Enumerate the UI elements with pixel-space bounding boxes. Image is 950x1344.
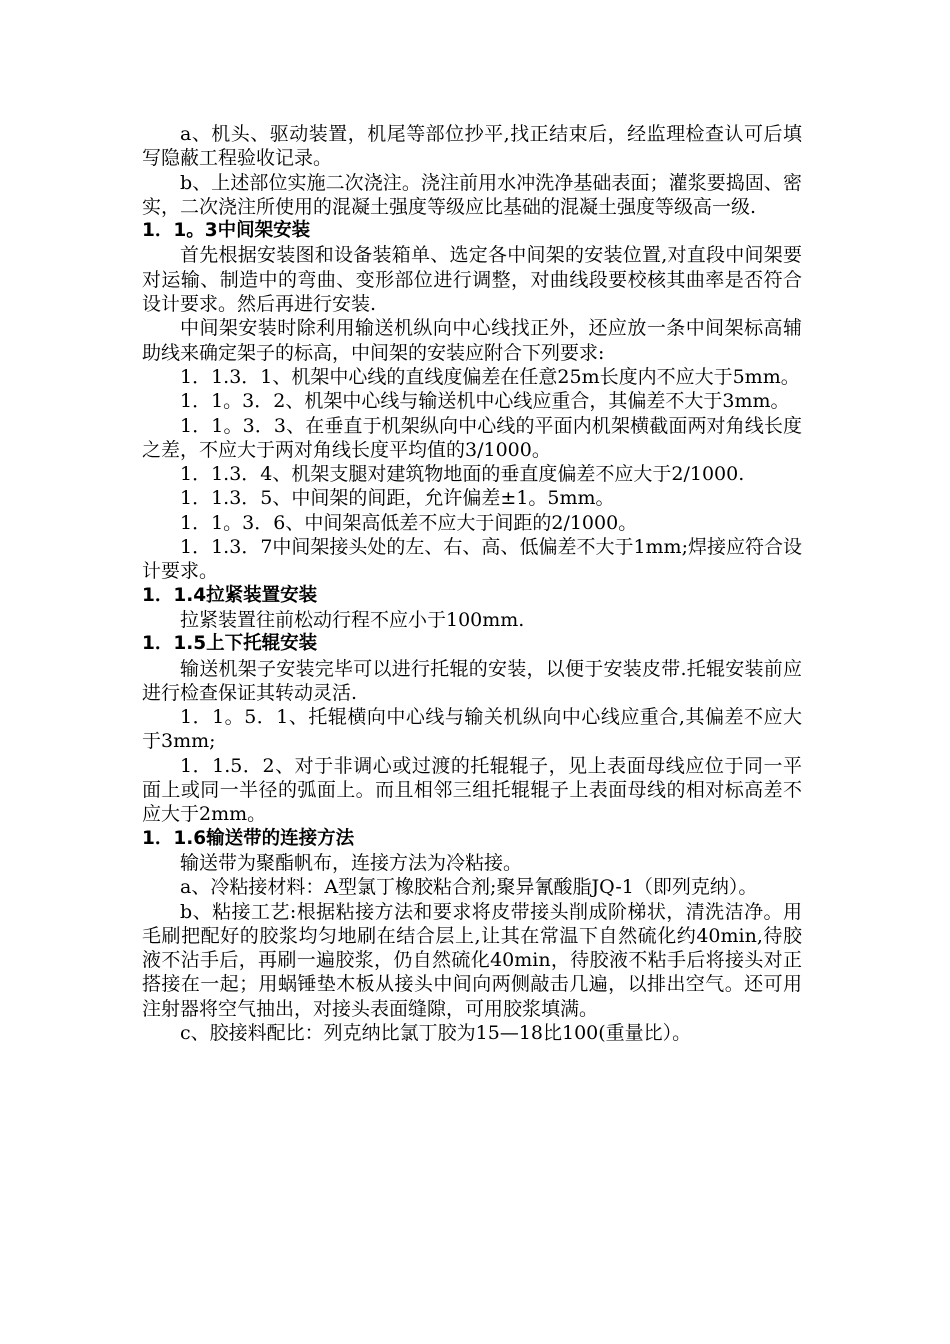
section-heading-idler-installation: 1．1.5上下托辊安装 xyxy=(142,633,318,655)
requirement-item-idler-roller-surface: 1．1.5．2、对于非调心或过渡的托辊辊子，见上表面母线应位于同一平面上或同一半径的弧面上。而且相邻三组托辊辊子上表面母线的相对标高差不应大于2mm。 xyxy=(142,754,802,826)
paragraph-belt-type: 输送带为聚酯帆布，连接方法为冷粘接。 xyxy=(180,851,523,874)
paragraph-frame-positioning: 首先根据安装图和设备装箱单、选定各中间架的安装位置,对直段中间架要对运输、制造中的弯曲、变形部位进行调整，对曲线段要校核其曲率是否符合设计要求。然后再进行安装. xyxy=(142,244,802,316)
paragraph-frame-requirements: 中间架安装时除利用输送机纵向中心线找正外，还应放一条中间架标高辅助线来确定架子的标高，中间架的安装应附合下列要求: xyxy=(142,317,802,364)
requirement-item-idler-centerline: 1．1。5．1、托辊横向中心线与输关机纵向中心线应重合,其偏差不应大于3mm; xyxy=(142,706,802,753)
requirement-item-straightness: 1．1.3．1、机架中心线的直线度偏差在任意25m长度内不应大于5mm。 xyxy=(180,365,800,388)
paragraph-idler-installation: 输送机架子安装完毕可以进行托辊的安装，以便于安装皮带.托辊安装前应进行检查保证其转动灵活. xyxy=(142,657,802,704)
requirement-item-verticality: 1．1.3．4、机架支腿对建筑物地面的垂直度偏差不应大于2/1000. xyxy=(180,463,745,486)
section-heading-tensioning-device: 1．1.4拉紧装置安装 xyxy=(142,584,318,606)
paragraph-bonding-process: b、粘接工艺:根据粘接方法和要求将皮带接头削成阶梯状，清洗洁净。用毛刷把配好的胶浆均匀地刷在结合层上,让其在常温下自然硫化约40min,待胶液不沾手后，再刷一遍胶浆，仍自然硫化40min，待胶液不粘手后将接头对正搭接在一起；用蜗锤垫木板从接头中间向两侧敲击几遍，以排出空气。还可用注射器将空气抽出，对接头表面缝隙，可用胶浆填满。 xyxy=(142,900,802,1020)
requirement-item-diagonal: 1．1。3．3、在垂直于机架纵向中心线的平面内机架横截面两对角线长度之差，不应大于两对角线长度平均值的3/1000。 xyxy=(142,414,802,461)
section-heading-belt-connection: 1．1.6输送带的连接方法 xyxy=(142,827,355,849)
paragraph-leveling-inspection: a、机头、驱动装置，机尾等部位抄平,找正结束后，经监理检查认可后填写隐蔽工程验收记录。 xyxy=(142,123,802,170)
paragraph-tensioning-travel: 拉紧装置往前松动行程不应小于100mm. xyxy=(180,608,525,631)
requirement-item-centerline: 1．1。3．2、机架中心线与输送机中心线应重合，其偏差不大于3mm。 xyxy=(180,390,790,413)
requirement-item-height-difference: 1．1。3．6、中间架高低差不应大于间距的2/1000。 xyxy=(180,511,638,534)
paragraph-bonding-materials: a、冷粘接材料：A型氯丁橡胶粘合剂;聚异氰酸脂JQ-1（即列克纳）。 xyxy=(180,876,758,899)
requirement-item-joint-deviation: 1．1.3．7中间架接头处的左、右、高、低偏差不大于1mm;焊接应符合设计要求。 xyxy=(142,536,802,583)
requirement-item-spacing: 1．1.3．5、中间架的间距，允许偏差±1。5mm。 xyxy=(180,487,615,510)
section-heading-intermediate-frame: 1．1。3中间架安装 xyxy=(142,220,311,242)
paragraph-secondary-grouting: b、上述部位实施二次浇注。浇注前用水冲洗净基础表面；灌浆要捣固、密实，二次浇注所使用的混凝土强度等级应比基础的混凝土强度等级高一级. xyxy=(142,171,802,218)
paragraph-adhesive-ratio: c、胶接料配比：列克纳比氯丁胶为15—18比100(重量比）。 xyxy=(180,1021,692,1044)
document-page xyxy=(142,122,802,1045)
